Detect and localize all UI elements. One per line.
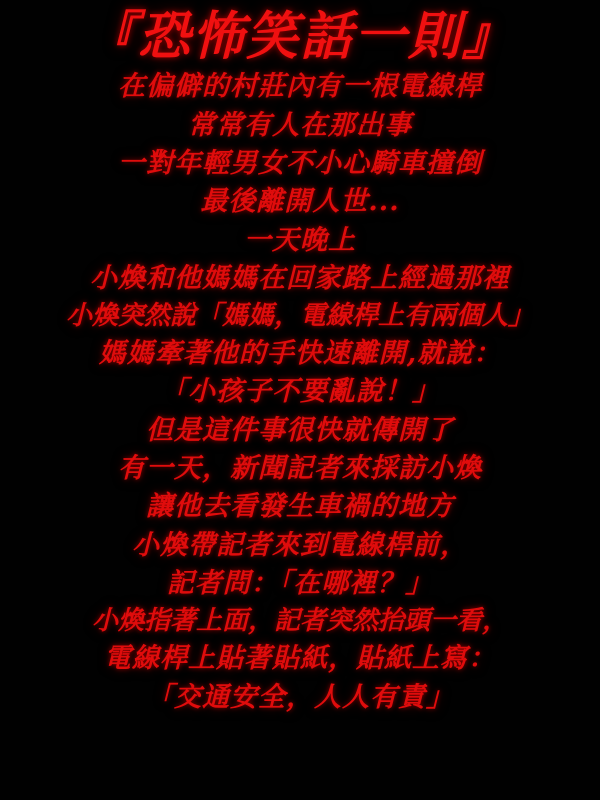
joke-text-block bbox=[0, 68, 600, 717]
text-line: 但是這件事很快就傳開了 bbox=[146, 414, 454, 446]
text-line: 「交通安全，人人有責」 bbox=[146, 681, 454, 713]
text-line: 「小孩子不要亂說！」 bbox=[160, 376, 440, 408]
text-line: 常常有人在那出事 bbox=[188, 109, 412, 141]
text-line: 小煥帶記者來到電線桿前， bbox=[132, 529, 468, 561]
text-line: 一對年輕男女不小心騎車撞倒 bbox=[118, 147, 482, 179]
text-line: 在偏僻的村莊內有一根電線桿 bbox=[118, 71, 482, 103]
text-line: 有一天，新聞記者來採訪小煥 bbox=[118, 453, 482, 485]
text-line: 小煥指著上面，記者突然抬頭一看， bbox=[91, 606, 508, 637]
text-line: 媽媽牽著他的手快速離開,就說： bbox=[98, 338, 502, 370]
page-title: 『恐怖笑話一則』 bbox=[83, 6, 516, 67]
text-line: 小煥突然說「媽媽，電線桿上有兩個人」 bbox=[65, 301, 534, 332]
text-line: 小煥和他媽媽在回家路上經過那裡 bbox=[90, 262, 510, 294]
text-line: 記者問：「在哪裡？」 bbox=[166, 568, 434, 600]
text-line: 讓他去看發生車禍的地方 bbox=[146, 491, 454, 523]
text-line: 電線桿上貼著貼紙，貼紙上寫： bbox=[104, 643, 496, 675]
text-line: 一天晚上 bbox=[244, 224, 356, 256]
text-line: 最後離開人世... bbox=[200, 186, 400, 218]
